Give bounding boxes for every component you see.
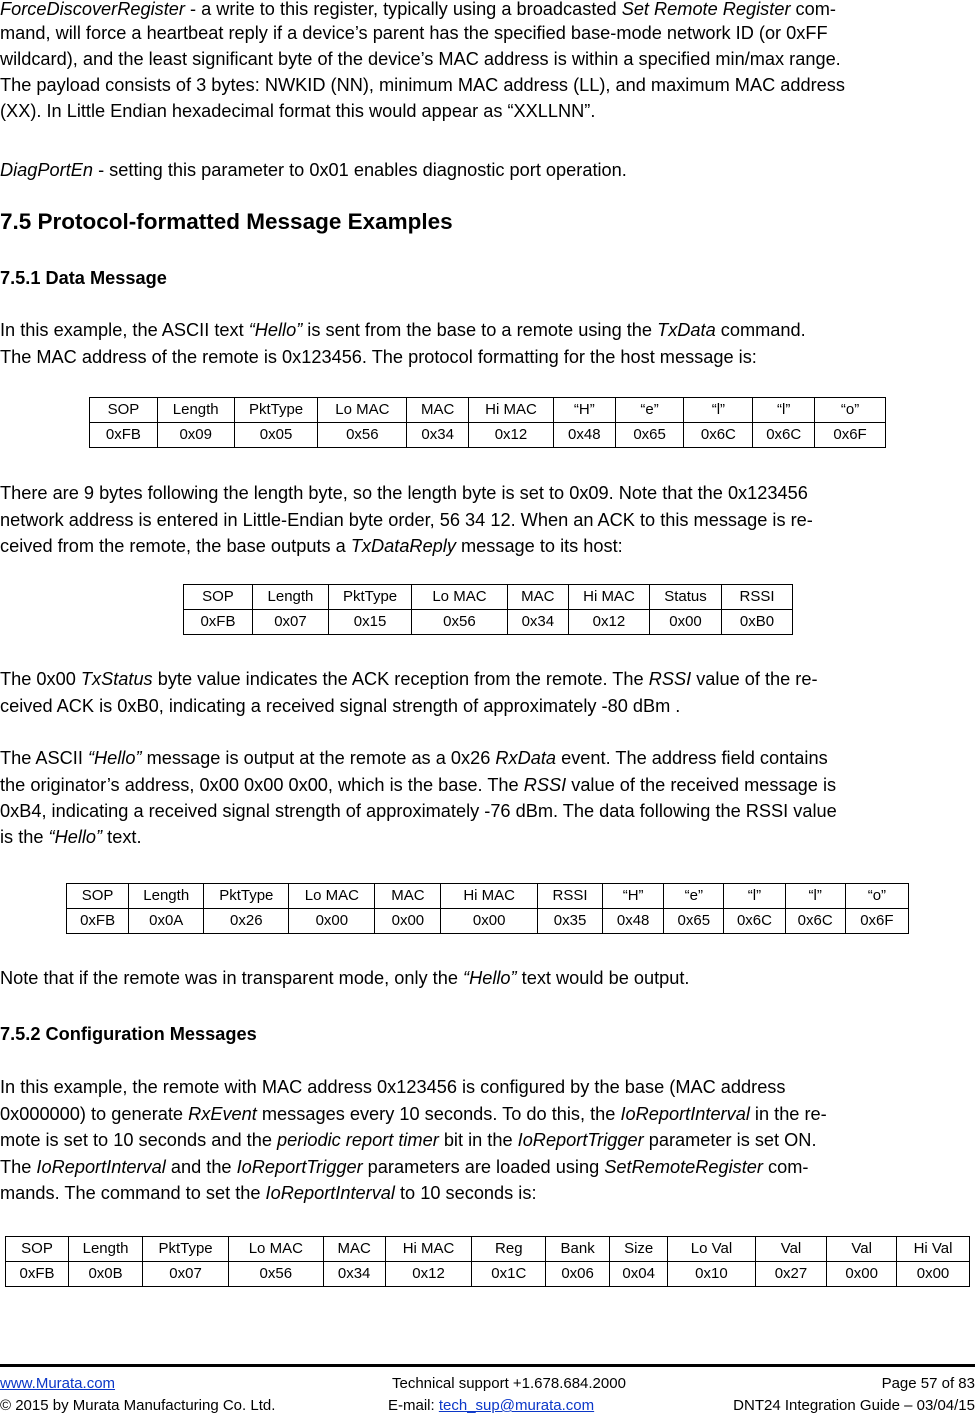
table-value-cell: 0x00 xyxy=(897,1262,970,1287)
section-heading: 7.5 Protocol-formatted Message Examples xyxy=(0,209,453,234)
table-header-cell: Lo Val xyxy=(668,1237,755,1262)
table-value-cell: 0x00 xyxy=(827,1262,897,1287)
table-header-cell: RSSI xyxy=(538,884,603,909)
table-value-row xyxy=(6,1262,970,1287)
footer-divider xyxy=(0,1364,975,1367)
table-value-cell: 0x6C xyxy=(724,909,785,934)
table-value-cell: 0x6C xyxy=(753,423,815,448)
table-header-row xyxy=(184,585,793,610)
table-header-cell: Size xyxy=(610,1237,668,1262)
table-header-cell: Status xyxy=(649,585,721,610)
table-header-cell: Length xyxy=(69,1237,143,1262)
table-header-cell: “l” xyxy=(724,884,785,909)
table-header-cell: SOP xyxy=(67,884,129,909)
table-header-cell: Reg xyxy=(472,1237,546,1262)
subsection-heading-data-message: 7.5.1 Data Message xyxy=(0,268,167,288)
table-header-cell: Lo MAC xyxy=(289,884,375,909)
sub1-p3-line2: ceived ACK is 0xB0, indicating a received signal strength of approximately -80 dBm . xyxy=(0,696,681,716)
table-value-cell: 0xFB xyxy=(184,610,253,635)
table-header-cell: PktType xyxy=(329,585,412,610)
table-header-cell: PktType xyxy=(204,884,289,909)
table-value-cell: 0x34 xyxy=(323,1262,385,1287)
table-value-cell: 0x48 xyxy=(553,423,615,448)
table-header-cell: RSSI xyxy=(722,585,793,610)
table-header-cell: Length xyxy=(252,585,328,610)
intro-p1-line1: ForceDiscoverRegister - a write to this register, typically using a broadcasted Set Remote Register com- xyxy=(0,0,836,19)
table-value-row xyxy=(67,909,909,934)
table-header-cell: “e” xyxy=(615,398,684,423)
footer-page-number: Page 57 of 83 xyxy=(881,1375,975,1392)
table-rxdata-event xyxy=(66,883,909,934)
sub1-p2-line2: network address is entered in Little-Endian byte order, 56 34 12. When an ACK to this message is re- xyxy=(0,510,813,530)
table-header-cell: Bank xyxy=(546,1237,610,1262)
footer-email: E-mail: tech_sup@murata.com xyxy=(388,1397,595,1414)
term-diagporten: DiagPortEn xyxy=(0,160,94,180)
table-value-cell: 0x15 xyxy=(329,610,412,635)
sub1-p4-line2: the originator’s address, 0x00 0x00 0x00, which is the base. The RSSI value of the received message is xyxy=(0,775,837,795)
sub1-p1-line2: The MAC address of the remote is 0x123456. The protocol formatting for the host message is: xyxy=(0,347,757,367)
table-header-cell: “o” xyxy=(815,398,886,423)
subsection-heading-configuration-messages: 7.5.2 Configuration Messages xyxy=(0,1024,257,1044)
table-header-cell: Hi Val xyxy=(897,1237,970,1262)
footer-website-link[interactable]: www.Murata.com xyxy=(0,1375,116,1392)
sub2-p1-line3: mote is set to 10 seconds and the periodic report timer bit in the IoReportTrigger parameter is set ON. xyxy=(0,1130,817,1150)
table-value-cell: 0x27 xyxy=(755,1262,827,1287)
table-value-cell: 0x6F xyxy=(815,423,886,448)
table-value-cell: 0x07 xyxy=(252,610,328,635)
table-value-cell: 0x65 xyxy=(664,909,724,934)
table-value-cell: 0x06 xyxy=(546,1262,610,1287)
table-header-cell: “o” xyxy=(845,884,908,909)
table-value-cell: 0x34 xyxy=(407,423,469,448)
footer-copyright: © 2015 by Murata Manufacturing Co. Ltd. xyxy=(0,1397,276,1414)
intro-p2: DiagPortEn - setting this parameter to 0x01 enables diagnostic port operation. xyxy=(0,160,627,180)
table-header-cell: Length xyxy=(157,398,234,423)
table-value-cell: 0x56 xyxy=(229,1262,324,1287)
table-value-cell: 0xFB xyxy=(90,423,158,448)
table-value-row xyxy=(184,610,793,635)
sub1-p1-line1: In this example, the ASCII text “Hello” is sent from the base to a remote using the TxData command. xyxy=(0,320,806,340)
table-value-cell: 0x56 xyxy=(318,423,407,448)
table-value-cell: 0x12 xyxy=(385,1262,472,1287)
table-value-cell: 0xB0 xyxy=(722,610,793,635)
table-header-cell: Hi MAC xyxy=(441,884,538,909)
table-header-cell: Length xyxy=(129,884,204,909)
footer-support-phone: Technical support +1.678.684.2000 xyxy=(392,1375,626,1392)
table-value-cell: 0x56 xyxy=(412,610,508,635)
table-value-cell: 0x10 xyxy=(668,1262,755,1287)
sub1-p3-line1: The 0x00 TxStatus byte value indicates the ACK reception from the remote. The RSSI value of the re- xyxy=(0,669,818,689)
intro-p1-line5: (XX). In Little Endian hexadecimal format this would appear as “XXLLNN”. xyxy=(0,101,596,121)
table-value-cell: 0x00 xyxy=(441,909,538,934)
sub1-p5: Note that if the remote was in transparent mode, only the “Hello” text would be output. xyxy=(0,968,690,988)
sub2-p1-line2: 0x000000) to generate RxEvent messages every 10 seconds. To do this, the IoReportInterval in the re- xyxy=(0,1104,827,1124)
sub1-p2-line1: There are 9 bytes following the length byte, so the length byte is set to 0x09. Note that the 0x123456 xyxy=(0,483,808,503)
sub1-p4-line4: is the “Hello” text. xyxy=(0,827,142,847)
table-header-cell: “H” xyxy=(553,398,615,423)
table-header-cell: MAC xyxy=(407,398,469,423)
table-value-cell: 0x05 xyxy=(234,423,318,448)
sub1-p2-line3: ceived from the remote, the base outputs a TxDataReply message to its host: xyxy=(0,536,623,556)
table-value-cell: 0x6C xyxy=(785,909,845,934)
table-value-cell: 0x00 xyxy=(289,909,375,934)
table-header-cell: Val xyxy=(755,1237,827,1262)
table-value-cell: 0x0A xyxy=(129,909,204,934)
table-header-row xyxy=(67,884,909,909)
table-value-cell: 0x6F xyxy=(845,909,908,934)
footer-email-link[interactable]: tech_sup@murata.com xyxy=(438,1397,595,1414)
table-value-cell: 0x6C xyxy=(684,423,753,448)
table-value-cell: 0x04 xyxy=(610,1262,668,1287)
table-header-cell: Lo MAC xyxy=(229,1237,324,1262)
table-value-cell: 0x48 xyxy=(603,909,664,934)
intro-p1-line4: The payload consists of 3 bytes: NWKID (NN), minimum MAC address (LL), and maximum MAC address xyxy=(0,75,845,95)
table-value-cell: 0x09 xyxy=(157,423,234,448)
table-txdata-command xyxy=(89,397,886,448)
table-header-cell: “l” xyxy=(785,884,845,909)
table-header-row xyxy=(90,398,886,423)
sub2-p1-line4: The IoReportInterval and the IoReportTrigger parameters are loaded using SetRemoteRegister com- xyxy=(0,1157,809,1177)
table-header-cell: “l” xyxy=(753,398,815,423)
sub1-p4-line1: The ASCII “Hello” message is output at the remote as a 0x26 RxData event. The address field contains xyxy=(0,748,828,768)
intro-p1-line2: mand, will force a heartbeat reply if a device’s parent has the specified base-mode network ID (or 0xFF xyxy=(0,23,828,43)
table-value-cell: 0x0B xyxy=(69,1262,143,1287)
table-header-cell: MAC xyxy=(507,585,568,610)
table-header-cell: MAC xyxy=(323,1237,385,1262)
table-header-cell: PktType xyxy=(234,398,318,423)
table-header-cell: SOP xyxy=(184,585,253,610)
table-header-cell: Hi MAC xyxy=(568,585,649,610)
table-value-cell: 0x12 xyxy=(469,423,554,448)
table-header-cell: “e” xyxy=(664,884,724,909)
sub2-p1-line1: In this example, the remote with MAC address 0x123456 is configured by the base (MAC address xyxy=(0,1077,786,1097)
table-value-cell: 0xFB xyxy=(6,1262,69,1287)
table-header-cell: PktType xyxy=(143,1237,229,1262)
table-header-cell: Lo MAC xyxy=(412,585,508,610)
table-value-cell: 0x00 xyxy=(375,909,441,934)
sub2-p1-line5: mands. The command to set the IoReportInterval to 10 seconds is: xyxy=(0,1183,537,1203)
table-header-cell: Val xyxy=(827,1237,897,1262)
table-header-cell: “H” xyxy=(603,884,664,909)
table-header-cell: “l” xyxy=(684,398,753,423)
intro-p1-line3: wildcard), and the least significant byte of the device’s MAC address is within a specified min/max range. xyxy=(0,49,841,69)
table-value-cell: 0x1C xyxy=(472,1262,546,1287)
table-value-cell: 0x65 xyxy=(615,423,684,448)
table-header-cell: MAC xyxy=(375,884,441,909)
table-header-cell: Lo MAC xyxy=(318,398,407,423)
table-header-cell: Hi MAC xyxy=(385,1237,472,1262)
sub1-p4-line3: 0xB4, indicating a received signal strength of approximately -76 dBm. The data following the RSSI value xyxy=(0,801,837,821)
table-value-cell: 0x34 xyxy=(507,610,568,635)
table-value-cell: 0x35 xyxy=(538,909,603,934)
term-forcediscoverregister: ForceDiscoverRegister xyxy=(0,0,185,19)
table-setremoteregister-command xyxy=(5,1236,970,1287)
table-header-cell: SOP xyxy=(6,1237,69,1262)
table-header-cell: SOP xyxy=(90,398,158,423)
table-value-row xyxy=(90,423,886,448)
table-txdatareply xyxy=(183,584,793,635)
table-value-cell: 0x00 xyxy=(649,610,721,635)
footer-guide-title: DNT24 Integration Guide – 03/04/15 xyxy=(733,1397,975,1414)
table-value-cell: 0x07 xyxy=(143,1262,229,1287)
table-value-cell: 0x26 xyxy=(204,909,289,934)
table-header-cell: Hi MAC xyxy=(469,398,554,423)
table-value-cell: 0xFB xyxy=(67,909,129,934)
table-value-cell: 0x12 xyxy=(568,610,649,635)
table-header-row xyxy=(6,1237,970,1262)
